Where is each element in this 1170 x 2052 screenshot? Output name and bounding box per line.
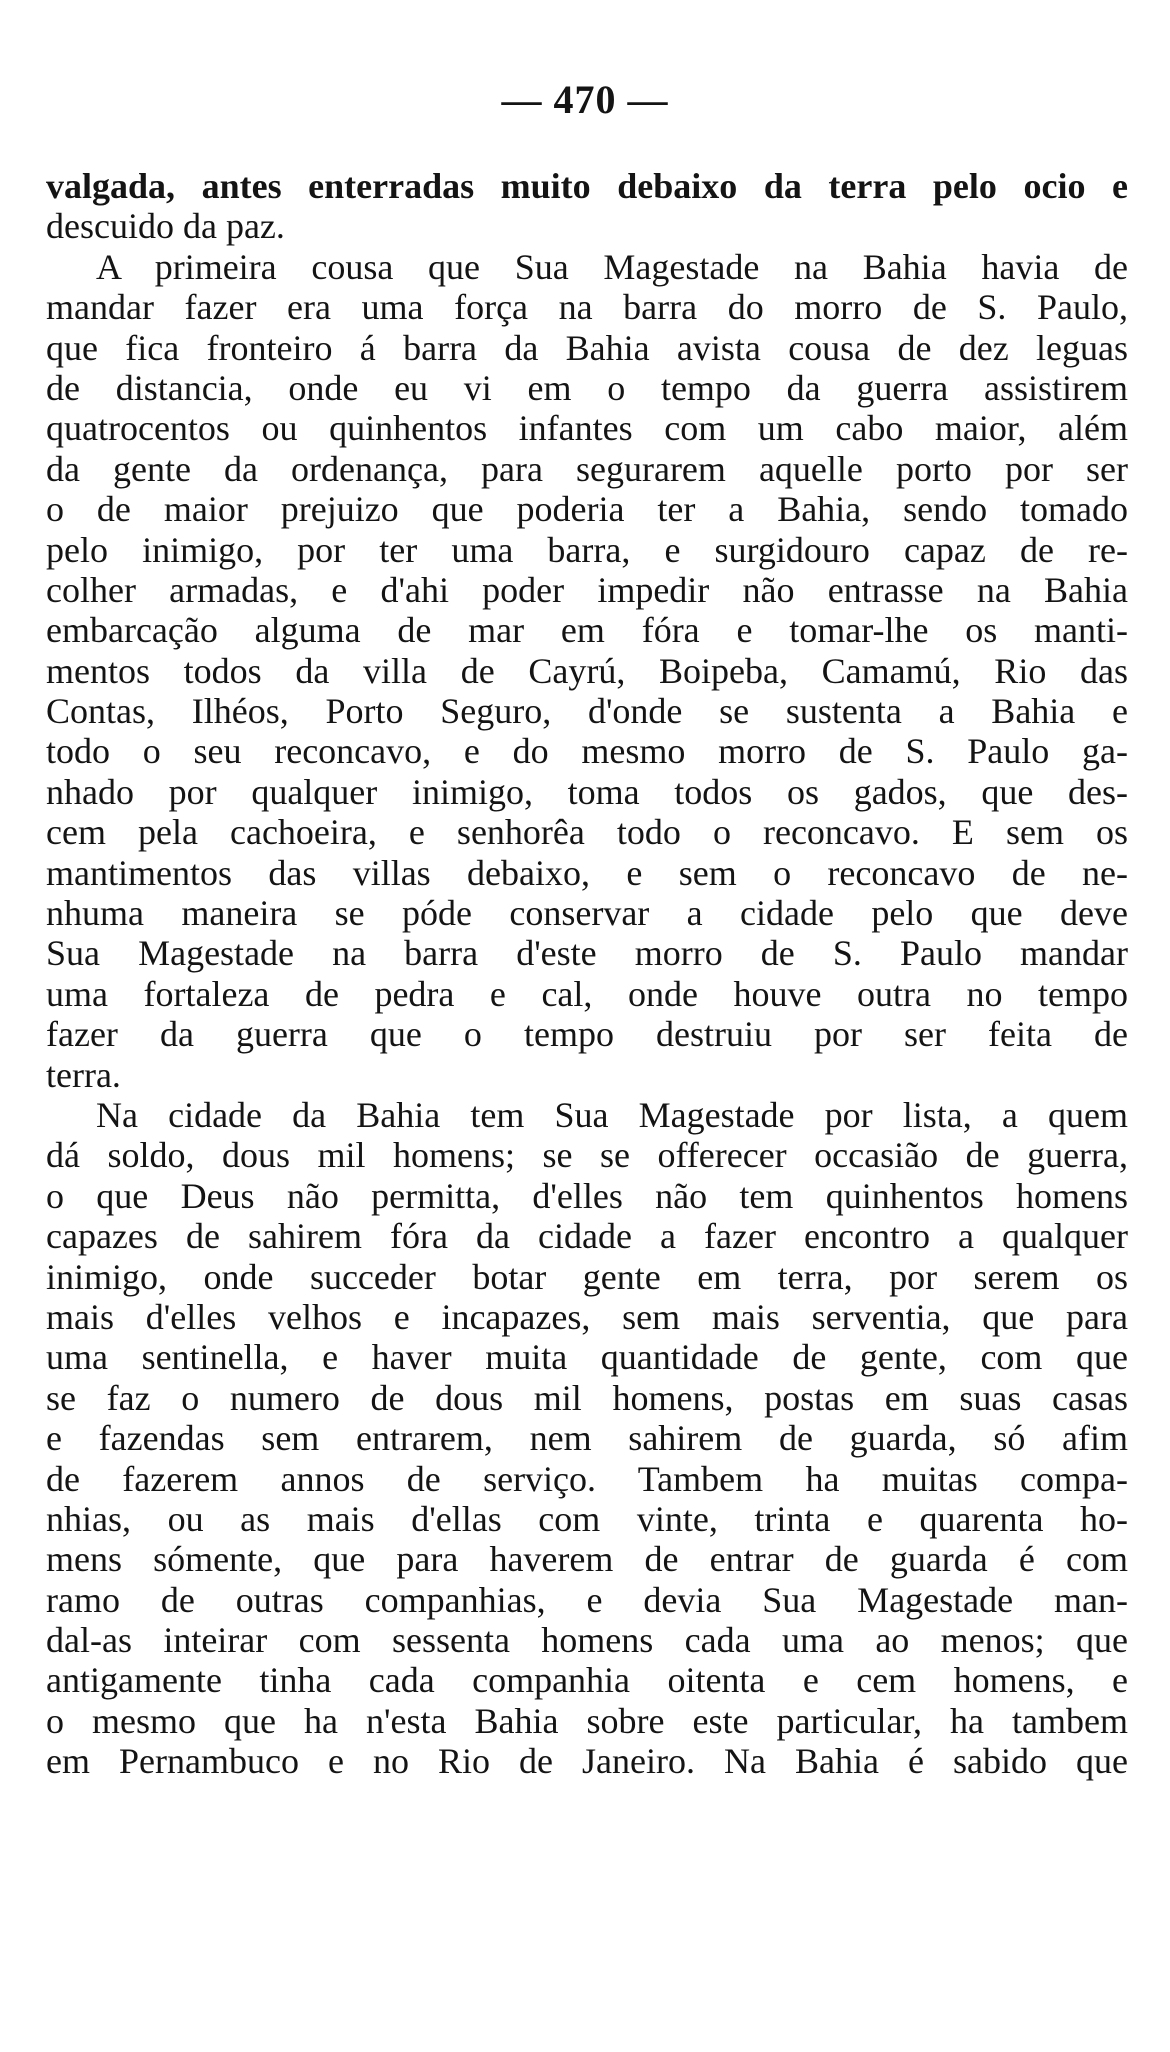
- text-line: cem pela cachoeira, e senhorêa todo o reconcavo. E sem os: [46, 812, 1128, 853]
- text-line: terra.: [46, 1054, 121, 1095]
- text-line: mens sómente, que para haverem de entrar de guarda é com: [46, 1539, 1128, 1580]
- text-line: e fazendas sem entrarem, nem sahirem de guarda, só afim: [46, 1418, 1128, 1459]
- text-line: o de maior prejuizo que poderia ter a Bahia, sendo tomado: [46, 489, 1128, 530]
- text-line: dal-as inteirar com sessenta homens cada uma ao menos; que: [46, 1620, 1128, 1661]
- text-line: o que Deus não permitta, d'elles não tem quinhentos homens: [46, 1175, 1128, 1216]
- text-line: embarcação alguma de mar em fóra e tomar-lhe os manti-: [46, 610, 1128, 651]
- text-line: dá soldo, dous mil homens; se se offerecer occasião de guerra,: [46, 1135, 1128, 1176]
- text-line: uma sentinella, e haver muita quantidade de gente, com que: [46, 1337, 1128, 1378]
- text-line: Contas, Ilhéos, Porto Seguro, d'onde se sustenta a Bahia e: [46, 691, 1128, 732]
- text-line: da gente da ordenança, para segurarem aquelle porto por ser: [46, 448, 1128, 489]
- text-line: de distancia, onde eu vi em o tempo da guerra assistirem: [46, 367, 1128, 408]
- text-line: inimigo, onde succeder botar gente em terra, por serem os: [46, 1256, 1128, 1297]
- text-line: uma fortaleza de pedra e cal, onde houve outra no tempo: [46, 973, 1128, 1014]
- text-line: em Pernambuco e no Rio de Janeiro. Na Bahia é sabido que: [46, 1741, 1128, 1782]
- text-line: fazer da guerra que o tempo destruiu por ser feita de: [46, 1014, 1128, 1055]
- text-line: ramo de outras companhias, e devia Sua Magestade man-: [46, 1579, 1128, 1620]
- paragraph-start-line: Na cidade da Bahia tem Sua Magestade por lista, a quem: [96, 1094, 1128, 1135]
- text-line: mentos todos da villa de Cayrú, Boipeba, Camamú, Rio das: [46, 650, 1128, 691]
- text-line: nhado por qualquer inimigo, toma todos os gados, que des-: [46, 771, 1128, 812]
- text-line: valgada, antes enterradas muito debaixo da terra pelo ocio e: [46, 166, 1128, 206]
- text-line: pelo inimigo, por ter uma barra, e surgidouro capaz de re-: [46, 529, 1128, 570]
- text-line: antigamente tinha cada companhia oitenta e cem homens, e: [46, 1660, 1128, 1701]
- text-line: nhias, ou as mais d'ellas com vinte, trinta e quarenta ho-: [46, 1498, 1128, 1539]
- text-line: se faz o numero de dous mil homens, postas em suas casas: [46, 1377, 1128, 1418]
- text-line: Sua Magestade na barra d'este morro de S. Paulo mandar: [46, 933, 1128, 974]
- text-line: colher armadas, e d'ahi poder impedir não entrasse na Bahia: [46, 569, 1128, 610]
- text-line: o mesmo que ha n'esta Bahia sobre este particular, ha tambem: [46, 1700, 1128, 1741]
- text-line: quatrocentos ou quinhentos infantes com um cabo maior, além: [46, 408, 1128, 449]
- text-line: que fica fronteiro á barra da Bahia avista cousa de dez leguas: [46, 327, 1128, 368]
- text-line: mais d'elles velhos e incapazes, sem mais serventia, que para: [46, 1296, 1128, 1337]
- paragraph-start-line: A primeira cousa que Sua Magestade na Bahia havia de: [96, 246, 1128, 287]
- text-line: de fazerem annos de serviço. Tambem ha muitas compa-: [46, 1458, 1128, 1499]
- text-line: todo o seu reconcavo, e do mesmo morro de S. Paulo ga-: [46, 731, 1128, 772]
- text-line: mantimentos das villas debaixo, e sem o reconcavo de ne-: [46, 852, 1128, 893]
- text-line: mandar fazer era uma força na barra do morro de S. Paulo,: [46, 287, 1128, 328]
- text-line: capazes de sahirem fóra da cidade a fazer encontro a qualquer: [46, 1216, 1128, 1257]
- body-text: [46, 166, 1128, 1782]
- text-line: nhuma maneira se póde conservar a cidade pelo que deve: [46, 893, 1128, 934]
- text-line: descuido da paz.: [46, 206, 285, 247]
- page-number: — 470 —: [501, 77, 669, 122]
